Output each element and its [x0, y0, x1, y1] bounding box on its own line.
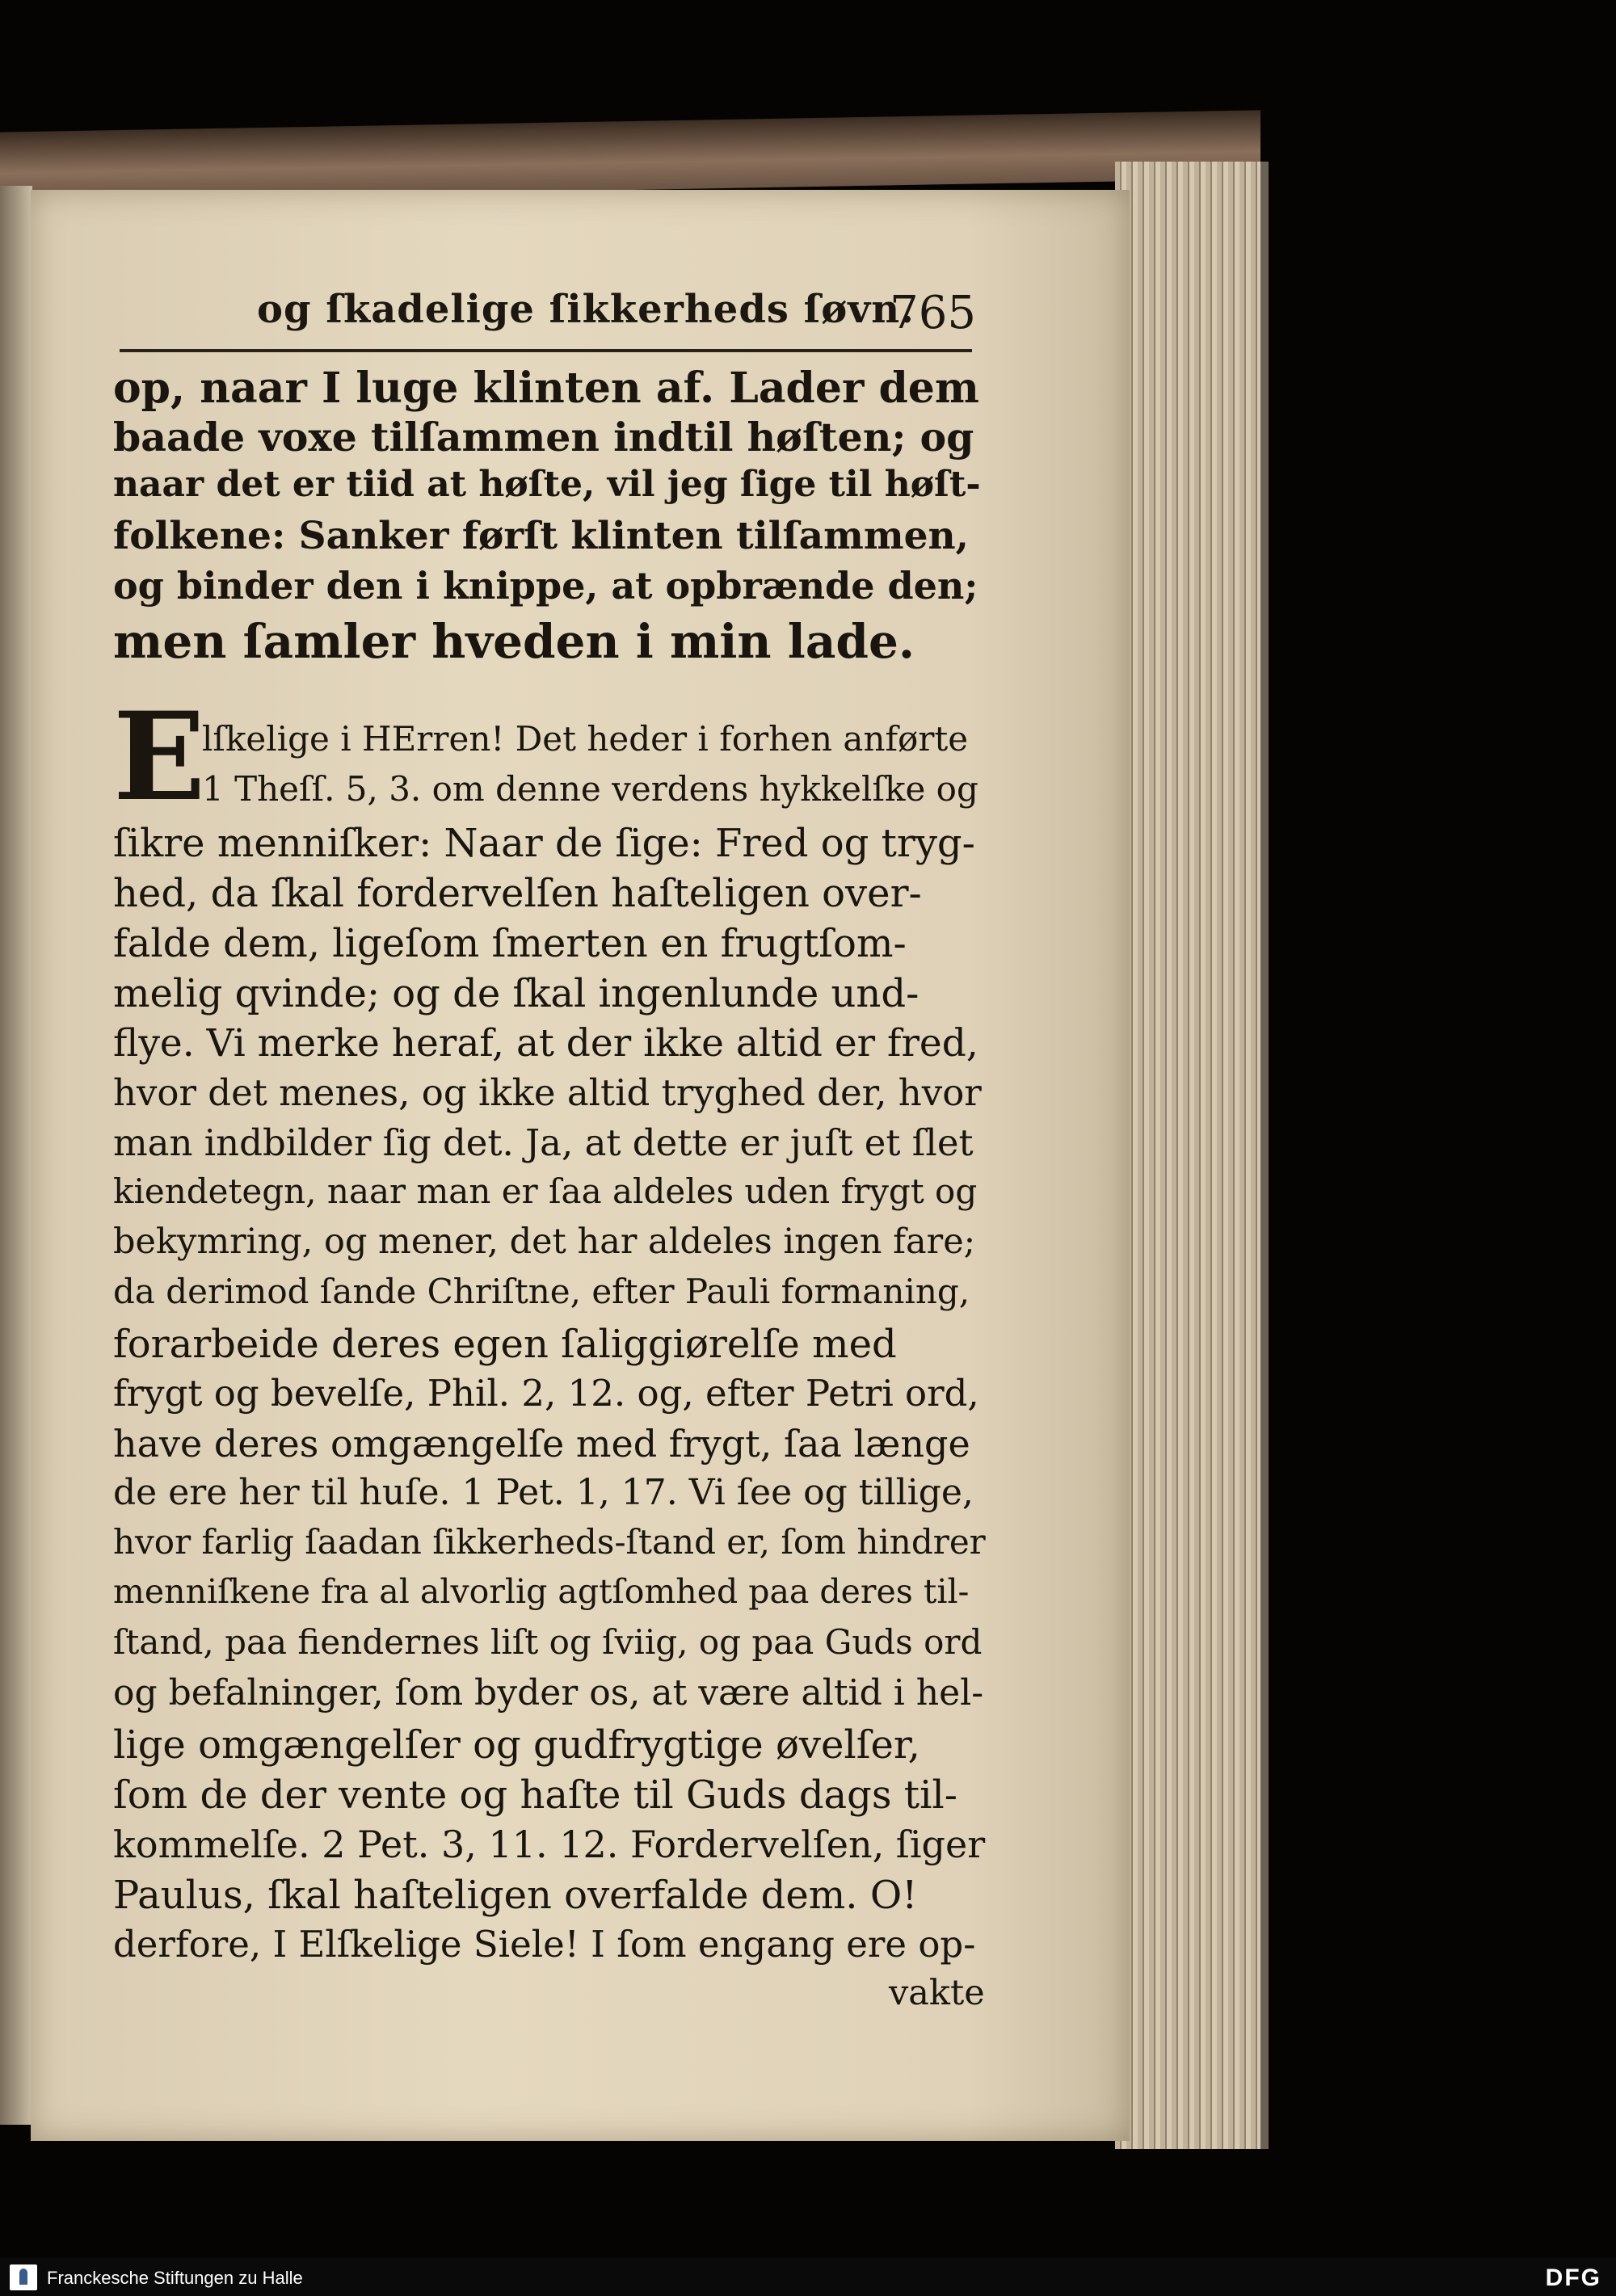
text-line: da derimod ſande Chriſtne, efter Pauli formaning,	[113, 1272, 970, 1311]
page-block-edge	[1115, 162, 1269, 2149]
running-head: og ſkadelige ſikkerheds ſøvn.	[257, 287, 915, 332]
text-line: 1 Theſſ. 5, 3. om denne verdens hykkelſke og	[202, 769, 978, 809]
text-line: folkene: Sanker førſt klinten tilſammen,	[113, 514, 970, 558]
text-line: lſkelige i HErren! Det heder i forhen anførte	[202, 719, 969, 759]
text-line: og befalninger, ſom byder os, at være altid i hel-	[113, 1672, 984, 1714]
text-line: de ere her til huſe. 1 Pet. 1, 17. Vi ſee og tillige,	[113, 1472, 974, 1513]
text-line: lige omgængelſer og gudfrygtige øvelſer,	[113, 1722, 920, 1768]
page-number: 765	[890, 287, 976, 339]
page-header	[120, 287, 976, 351]
drop-capital: E	[113, 686, 206, 828]
funder-logo: DFG	[1545, 2264, 1601, 2291]
text-line: man indbilder ſig det. Ja, at dette er juſt et ſlet	[113, 1121, 974, 1164]
text-line: hed, da ſkal fordervelſen haſteligen over-	[113, 871, 922, 916]
book-cover-top	[0, 110, 1260, 200]
text-line: have deres omgængelſe med frygt, ſaa længe	[113, 1422, 970, 1465]
text-line: og binder den i knippe, at opbrænde den;	[113, 564, 978, 608]
text-line: forarbeide deres egen ſaliggiørelſe med	[113, 1322, 897, 1367]
facing-page-edge	[0, 186, 32, 2125]
text-line: bekymring, og mener, det har aldeles ingen fare;	[113, 1222, 976, 1262]
text-line: ſom de der vente og haſte til Guds dags til-	[113, 1772, 957, 1818]
text-line: ſtand, paa fiendernes liſt og ſviig, og paa Guds ord	[113, 1622, 983, 1662]
text-line: flye. Vi merke heraf, at der ikke altid er fred,	[113, 1021, 978, 1066]
text-line: op, naar I luge klinten af. Lader dem	[113, 364, 979, 413]
text-line: hvor farlig ſaadan ſikkerheds-ſtand er, ſom hindrer	[113, 1522, 986, 1562]
institution-name: Franckesche Stiftungen zu Halle	[47, 2268, 303, 2288]
viewer-footer	[0, 2258, 1616, 2296]
text-line: Paulus, ſkal haſteligen overfalde dem. O!	[113, 1873, 918, 1918]
text-line: kiendetegn, naar man er ſaa aldeles uden frygt og	[113, 1171, 978, 1211]
text-line: ſikre menniſker: Naar de ſige: Fred og tryg-	[113, 821, 975, 866]
text-line: naar det er tiid at høſte, vil jeg ſige til høſt-	[113, 464, 981, 505]
text-line: falde dem, ligeſom ſmerten en frugtſom-	[113, 921, 907, 966]
text-line: kommelſe. 2 Pet. 3, 11. 12. Fordervelſen, ſiger	[113, 1823, 986, 1866]
text-line: men ſamler hveden i min lade.	[113, 614, 915, 669]
header-rule	[120, 349, 972, 352]
institution-logo-icon	[10, 2264, 37, 2290]
text-line: hvor det menes, og ikke altid tryghed der, hvor	[113, 1071, 982, 1114]
text-line: baade voxe tilſammen indtil høſten; og	[113, 414, 974, 460]
text-line: menniſkene fra al alvorlig agtſomhed paa deres til-	[113, 1572, 970, 1611]
text-line: frygt og bevelſe, Phil. 2, 12. og, efter Petri ord,	[113, 1372, 979, 1415]
text-line: derfore, I Elſkelige Siele! I ſom engang ere op-	[113, 1923, 976, 1966]
text-line: melig qvinde; og de ſkal ingenlunde und-	[113, 971, 920, 1016]
text-line: vakte	[889, 1973, 985, 2013]
